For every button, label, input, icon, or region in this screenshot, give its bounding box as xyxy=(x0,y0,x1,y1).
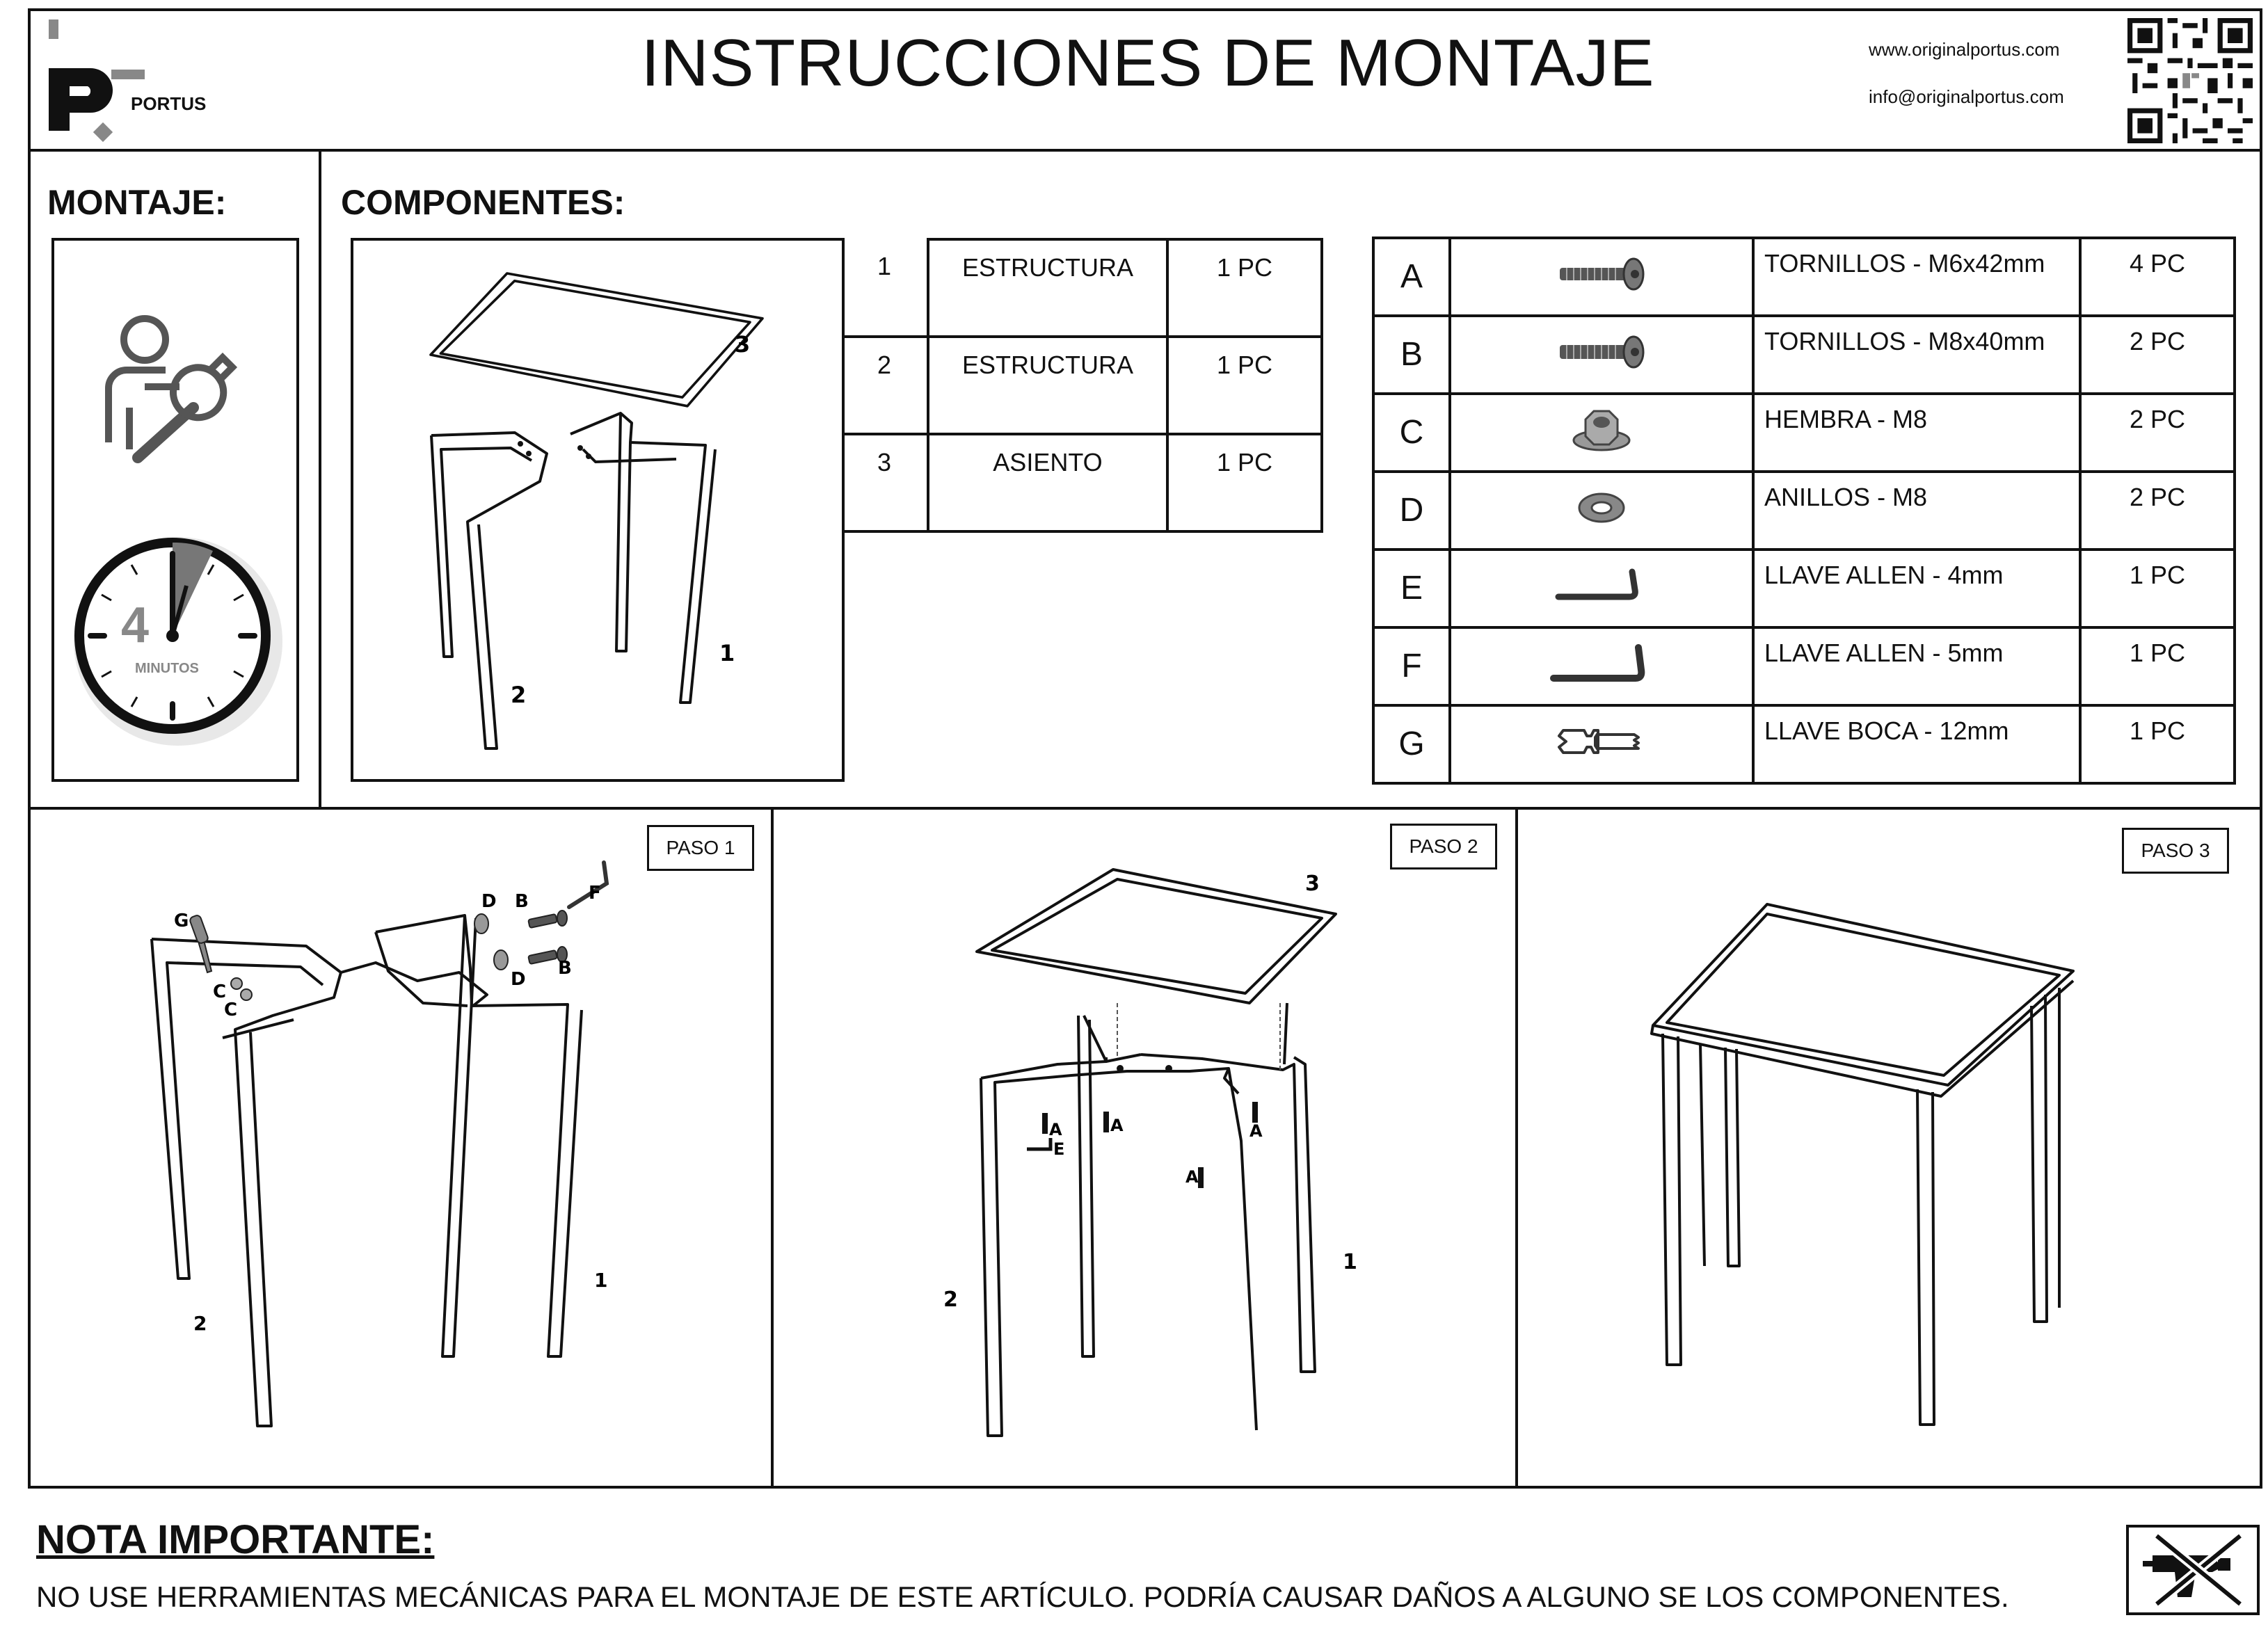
hardware-qty: 2 PC xyxy=(2080,472,2235,550)
step2-callout-1: 1 xyxy=(1343,1250,1357,1274)
wrench-icon xyxy=(1450,705,1753,783)
table-row xyxy=(1373,472,2235,550)
hardware-letter: A xyxy=(1373,238,1450,316)
step1-callout-d2: D xyxy=(511,969,526,990)
part-number: 3 xyxy=(842,434,928,531)
nut-icon xyxy=(1450,394,1753,472)
step1-callout-1: 1 xyxy=(594,1269,608,1292)
part-name: ASIENTO xyxy=(928,434,1167,531)
montaje-box xyxy=(51,238,299,782)
table-row xyxy=(1373,627,2235,705)
step-2-label: PASO 2 xyxy=(1390,824,1497,869)
allen-key-icon xyxy=(1450,550,1753,627)
hardware-qty: 1 PC xyxy=(2080,550,2235,627)
hardware-qty: 1 PC xyxy=(2080,705,2235,783)
qr-code[interactable] xyxy=(2127,18,2253,143)
hardware-letter: B xyxy=(1373,316,1450,394)
diagram-label-2: 2 xyxy=(511,682,527,708)
divider-vertical xyxy=(319,149,321,810)
qr-code-icon xyxy=(2127,18,2253,143)
step2-callout-2: 2 xyxy=(943,1288,958,1312)
hardware-qty: 2 PC xyxy=(2080,394,2235,472)
table-row xyxy=(842,434,1322,531)
portus-logo-icon xyxy=(42,19,237,145)
part-number: 1 xyxy=(842,239,928,337)
table-row xyxy=(1373,705,2235,783)
part-qty: 1 PC xyxy=(1167,337,1322,434)
email-link[interactable]: info@originalportus.com xyxy=(1869,86,2064,107)
parts-table xyxy=(842,238,1323,533)
diagram-label-1: 1 xyxy=(719,640,735,666)
no-power-tools-badge xyxy=(2126,1525,2260,1615)
step1-callout-g: G xyxy=(174,911,189,931)
step2-callout-3: 3 xyxy=(1305,872,1320,896)
hardware-letter: G xyxy=(1373,705,1450,783)
componentes-label: COMPONENTES: xyxy=(341,183,625,222)
table-row xyxy=(842,239,1322,337)
brand-name: PORTUS xyxy=(131,93,207,114)
hardware-table xyxy=(1372,237,2236,785)
hardware-qty: 2 PC xyxy=(2080,316,2235,394)
assembler-person-icon xyxy=(89,310,256,470)
hardware-desc: HEMBRA - M8 xyxy=(1753,394,2080,472)
step1-callout-2: 2 xyxy=(193,1312,207,1335)
montaje-label: MONTAJE: xyxy=(47,183,227,222)
step1-callout-d: D xyxy=(481,891,497,912)
hardware-desc: TORNILLOS - M8x40mm xyxy=(1753,316,2080,394)
allen-key-icon xyxy=(1450,627,1753,705)
table-row xyxy=(1373,550,2235,627)
hardware-letter: F xyxy=(1373,627,1450,705)
step1-callout-f: F xyxy=(589,883,601,904)
part-qty: 1 PC xyxy=(1167,434,1322,531)
step-2-diagram xyxy=(779,849,1510,1475)
no-power-tools-icon xyxy=(2129,1528,2257,1612)
step-1-label: PASO 1 xyxy=(647,825,754,871)
clock-minutes-value: 4 xyxy=(121,598,150,653)
diagram-label-3: 3 xyxy=(735,331,751,358)
note-text: NO USE HERRAMIENTAS MECÁNICAS PARA EL MONTAJE DE ESTE ARTÍCULO. PODRÍA CAUSAR DAÑOS A ALGUNO SE LOS COMPONENTES. xyxy=(36,1580,2009,1613)
hardware-letter: C xyxy=(1373,394,1450,472)
exploded-table-diagram xyxy=(353,241,842,779)
part-name: ESTRUCTURA xyxy=(928,337,1167,434)
hardware-desc: TORNILLOS - M6x42mm xyxy=(1753,238,2080,316)
step2-callout-e: E xyxy=(1053,1139,1065,1159)
hardware-qty: 1 PC xyxy=(2080,627,2235,705)
step1-callout-c: C xyxy=(213,981,227,1002)
website-link[interactable]: www.originalportus.com xyxy=(1869,39,2060,60)
step-1-diagram xyxy=(42,849,765,1475)
components-diagram-box xyxy=(351,238,845,782)
part-qty: 1 PC xyxy=(1167,239,1322,337)
divider-vertical xyxy=(1515,807,1518,1489)
hardware-desc: LLAVE ALLEN - 5mm xyxy=(1753,627,2080,705)
step-3-diagram xyxy=(1531,876,2247,1475)
brand-logo xyxy=(42,19,237,145)
step2-callout-a: A xyxy=(1049,1120,1062,1139)
step1-callout-c2: C xyxy=(224,1000,238,1020)
table-row xyxy=(1373,238,2235,316)
divider-vertical xyxy=(771,807,774,1489)
hardware-desc: ANILLOS - M8 xyxy=(1753,472,2080,550)
table-row xyxy=(1373,394,2235,472)
clock-icon xyxy=(68,531,288,751)
step2-callout-a3: A xyxy=(1185,1167,1199,1187)
hardware-desc: LLAVE ALLEN - 4mm xyxy=(1753,550,2080,627)
page-title: INSTRUCCIONES DE MONTAJE xyxy=(641,26,1655,100)
part-name: ESTRUCTURA xyxy=(928,239,1167,337)
step2-callout-a4: A xyxy=(1249,1121,1263,1141)
table-row xyxy=(1373,316,2235,394)
step-3-label: PASO 3 xyxy=(2122,828,2229,874)
step2-callout-a2: A xyxy=(1110,1116,1124,1135)
washer-icon xyxy=(1450,472,1753,550)
part-number: 2 xyxy=(842,337,928,434)
note-title: NOTA IMPORTANTE: xyxy=(36,1517,435,1562)
clock-minutes-unit: MINUTOS xyxy=(135,661,199,676)
step1-callout-b: B xyxy=(515,891,529,912)
hardware-letter: D xyxy=(1373,472,1450,550)
table-row xyxy=(842,337,1322,434)
hardware-qty: 4 PC xyxy=(2080,238,2235,316)
hardware-desc: LLAVE BOCA - 12mm xyxy=(1753,705,2080,783)
bolt-icon xyxy=(1450,316,1753,394)
step1-callout-b2: B xyxy=(558,958,572,979)
hardware-letter: E xyxy=(1373,550,1450,627)
bolt-icon xyxy=(1450,238,1753,316)
